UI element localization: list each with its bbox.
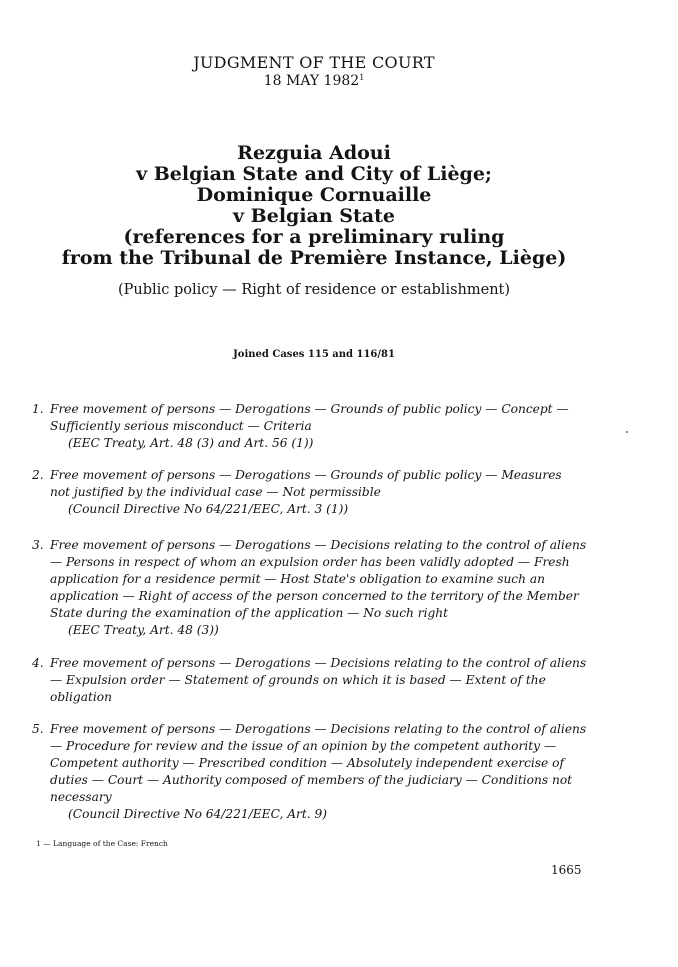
summary-line: Sufficiently serious misconduct — Criteria [50,418,312,433]
case-subject: (Public policy — Right of residence or establishment) [117,282,511,298]
judgment-date-text: 18 MAY 1982 [263,73,360,89]
summary-item-1 [32,401,583,452]
footnote-marker: 1 [359,73,365,82]
summary-line: application for a residence permit — Host State's obligation to examine such an [50,571,545,586]
summary-number: 5. [32,722,44,736]
summary-number: 2. [32,468,44,482]
reference-line-2: from the Tribunal de Première Instance, Liège) [61,247,567,269]
summary-line: — Procedure for review and the issue of an opinion by the competent authority — [50,738,557,753]
summary-item-2 [32,467,583,518]
summary-reference: (EEC Treaty, Art. 48 (3)) [68,622,219,637]
party-respondent-1: v Belgian State and City of Liège; [136,163,492,185]
party-respondent-2: v Belgian State [233,205,395,227]
summary-line: obligation [50,689,112,704]
party-applicant-1: Rezguia Adoui [237,142,391,164]
summary-line: application — Right of access of the person concerned to the territory of the Member [50,588,579,603]
summary-line: not justified by the individual case — Not permissible [50,484,381,499]
summary-line: Free movement of persons — Derogations — Decisions relating to the control of aliens [50,722,587,736]
scan-speck [626,431,628,433]
summary-item-5 [32,721,587,822]
page-number: 1665 [551,863,582,877]
summary-reference: (Council Directive No 64/221/EEC, Art. 9) [68,806,327,821]
summary-line: Free movement of persons — Derogations — Grounds of public policy — Concept — [50,402,569,416]
footnote: 1 — Language of the Case: French [36,839,168,848]
summary-line: State during the examination of the application — No such right [50,605,449,620]
summary-item-3 [32,537,587,638]
summary-line: — Persons in respect of whom an expulsion order has been validly adopted — Fresh [50,554,570,569]
summary-reference: (Council Directive No 64/221/EEC, Art. 3 (1)) [68,501,349,516]
party-applicant-2: Dominique Cornuaille [196,184,432,206]
summary-line: Free movement of persons — Derogations — Decisions relating to the control of aliens [50,538,587,552]
summary-line: duties — Court — Authority composed of members of the judiciary — Conditions not [50,772,573,787]
joined-cases: Joined Cases 115 and 116/81 [233,349,395,360]
summary-line: Free movement of persons — Derogations — Decisions relating to the control of aliens [50,656,587,670]
summary-item-4 [32,655,587,706]
judgment-title: JUDGMENT OF THE COURT [193,53,435,72]
summary-reference: (EEC Treaty, Art. 48 (3) and Art. 56 (1)) [68,435,314,450]
summary-line: Free movement of persons — Derogations — Grounds of public policy — Measures [50,468,562,482]
summary-number: 3. [32,538,44,552]
summary-line: — Expulsion order — Statement of grounds on which it is based — Extent of the [50,672,546,687]
reference-line-1: (references for a preliminary ruling [123,226,505,248]
judgment-date [0,73,628,89]
summary-line: necessary [50,789,112,804]
summary-number: 4. [32,656,44,670]
summary-line: Competent authority — Prescribed condition — Absolutely independent exercise of [50,755,564,770]
summary-number: 1. [32,402,44,416]
